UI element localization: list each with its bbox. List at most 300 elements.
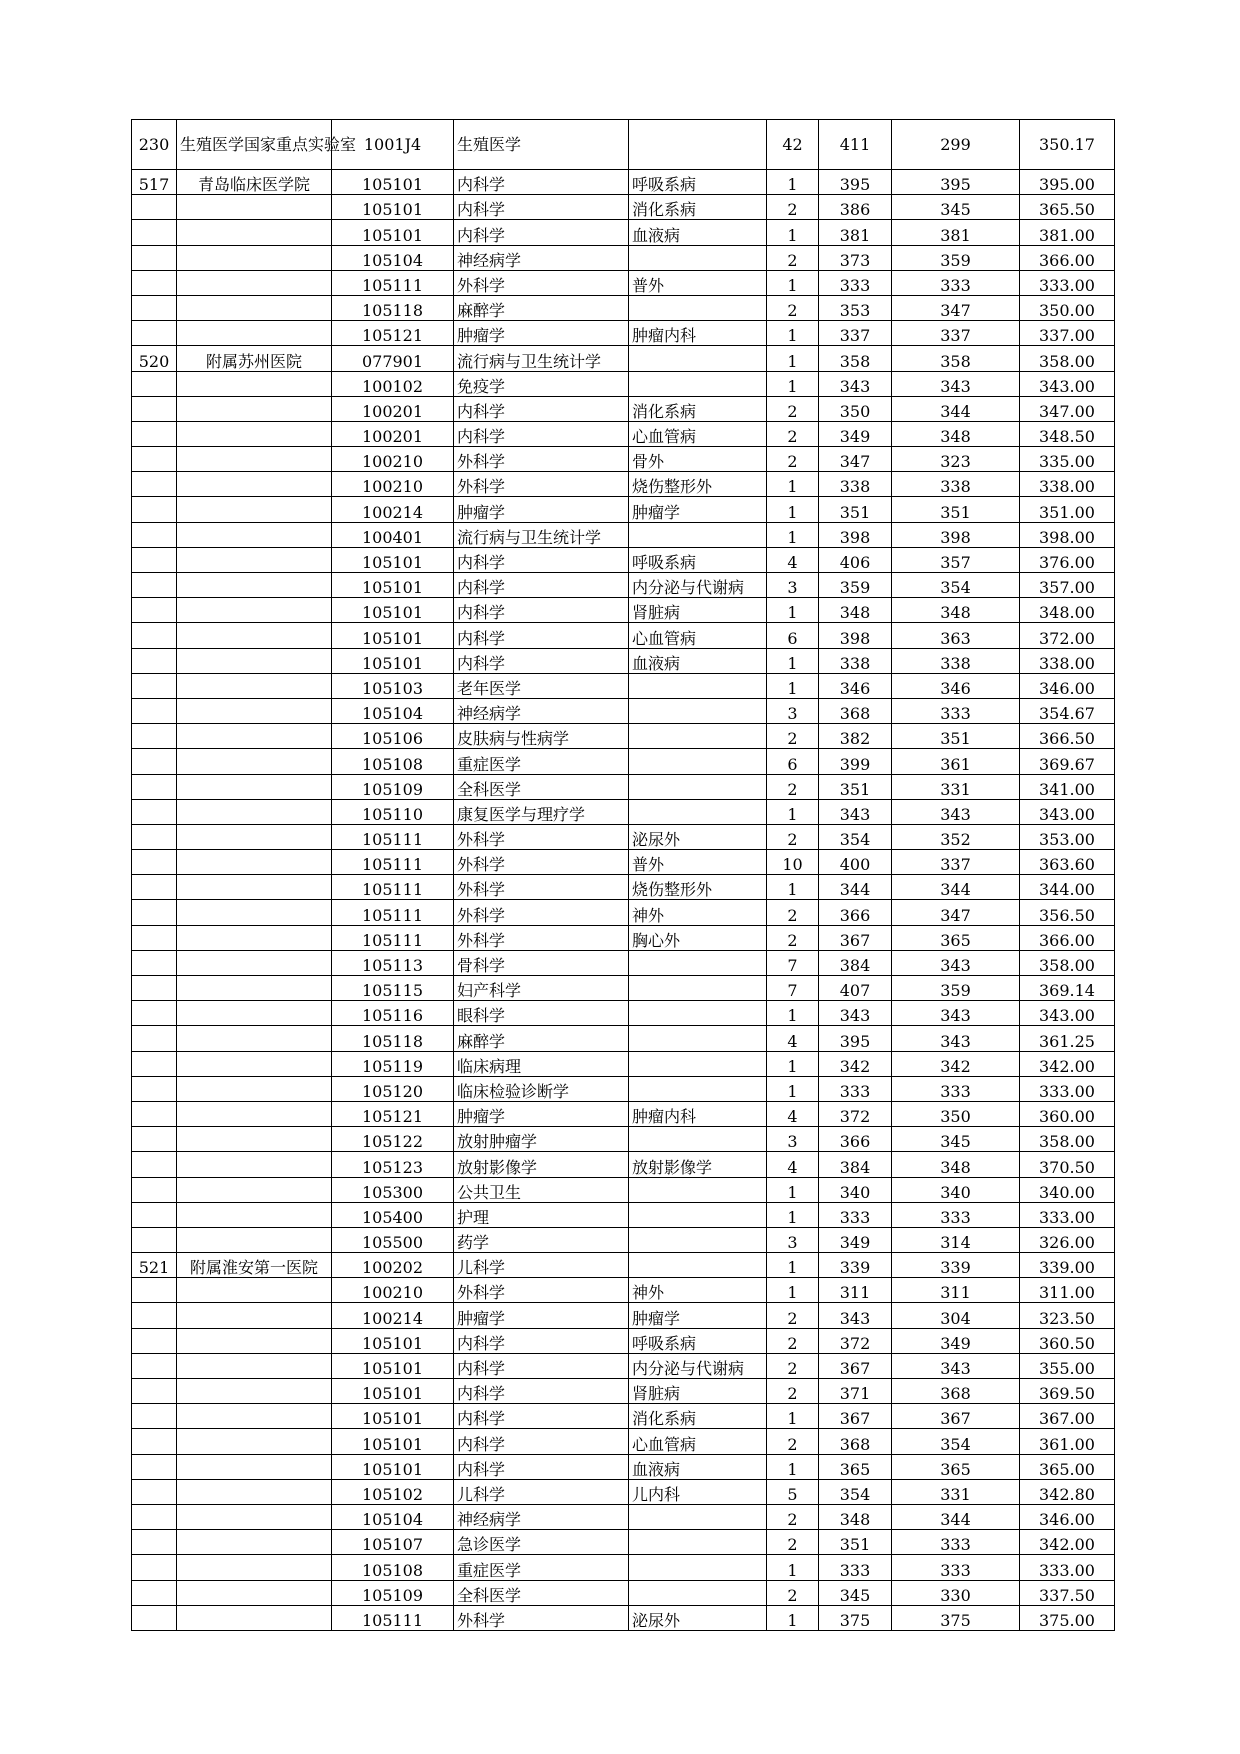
admitted-count: 2 [767,824,819,849]
min-score: 343 [892,1026,1020,1051]
row-number [132,724,177,749]
row-number [132,1454,177,1479]
avg-score: 360.50 [1020,1328,1115,1353]
school-name [177,371,332,396]
min-score: 348 [892,1152,1020,1177]
row-number [132,774,177,799]
research-direction: 烧伤整形外 [629,472,767,497]
research-direction: 普外 [629,850,767,875]
school-name [177,824,332,849]
school-name [177,1530,332,1555]
research-direction [629,1227,767,1252]
max-score: 358 [819,346,892,371]
major-code: 100401 [332,522,454,547]
max-score: 343 [819,799,892,824]
major-code: 105111 [332,850,454,875]
school-name [177,195,332,220]
major-code: 105107 [332,1530,454,1555]
row-number [132,1530,177,1555]
major-name: 免疫学 [454,371,629,396]
major-code: 105121 [332,321,454,346]
school-name [177,1177,332,1202]
max-score: 368 [819,1429,892,1454]
row-number [132,321,177,346]
table-row [132,447,1115,472]
admitted-count: 3 [767,1127,819,1152]
table-row [132,120,1115,170]
table-row [132,1555,1115,1580]
table-row [132,724,1115,749]
major-code: 105102 [332,1479,454,1504]
table-row [132,421,1115,446]
school-name [177,673,332,698]
table-body [132,120,1115,1631]
major-name: 内科学 [454,623,629,648]
major-code: 105118 [332,295,454,320]
row-number [132,1580,177,1605]
major-name: 内科学 [454,1328,629,1353]
table-row [132,1605,1115,1630]
row-number [132,1127,177,1152]
admission-score-table [131,119,1115,1631]
admitted-count: 6 [767,749,819,774]
max-score: 338 [819,472,892,497]
min-score: 368 [892,1379,1020,1404]
table-row [132,547,1115,572]
major-name: 外科学 [454,824,629,849]
min-score: 381 [892,220,1020,245]
research-direction: 肿瘤学 [629,497,767,522]
row-number [132,1429,177,1454]
min-score: 331 [892,1479,1020,1504]
school-name [177,547,332,572]
min-score: 359 [892,976,1020,1001]
avg-score: 347.00 [1020,396,1115,421]
avg-score: 395.00 [1020,170,1115,195]
major-code: 105101 [332,598,454,623]
min-score: 323 [892,447,1020,472]
avg-score: 344.00 [1020,875,1115,900]
table-row [132,598,1115,623]
avg-score: 360.00 [1020,1101,1115,1126]
major-code: 105106 [332,724,454,749]
admitted-count: 1 [767,875,819,900]
admitted-count: 1 [767,270,819,295]
min-score: 354 [892,573,1020,598]
admitted-count: 3 [767,698,819,723]
table-row [132,749,1115,774]
max-score: 372 [819,1328,892,1353]
major-code: 105120 [332,1076,454,1101]
admitted-count: 2 [767,774,819,799]
admitted-count: 3 [767,573,819,598]
avg-score: 358.00 [1020,950,1115,975]
major-name: 肿瘤学 [454,497,629,522]
row-number [132,598,177,623]
major-name: 药学 [454,1227,629,1252]
avg-score: 366.00 [1020,245,1115,270]
major-name: 骨科学 [454,950,629,975]
row-number: 521 [132,1253,177,1278]
avg-score: 370.50 [1020,1152,1115,1177]
table-row [132,875,1115,900]
school-name [177,1454,332,1479]
major-code: 077901 [332,346,454,371]
school-name [177,1303,332,1328]
school-name [177,1101,332,1126]
admitted-count: 1 [767,497,819,522]
row-number [132,623,177,648]
max-score: 353 [819,295,892,320]
research-direction [629,1202,767,1227]
admitted-count: 4 [767,1101,819,1126]
table-row [132,1303,1115,1328]
major-code: 105300 [332,1177,454,1202]
admitted-count: 1 [767,799,819,824]
major-name: 外科学 [454,875,629,900]
major-code: 105115 [332,976,454,1001]
max-score: 333 [819,1076,892,1101]
min-score: 333 [892,1555,1020,1580]
school-name [177,1580,332,1605]
avg-score: 369.14 [1020,976,1115,1001]
major-name: 内科学 [454,220,629,245]
min-score: 346 [892,673,1020,698]
research-direction: 泌尿外 [629,824,767,849]
admitted-count: 2 [767,195,819,220]
admitted-count: 10 [767,850,819,875]
major-code: 100201 [332,396,454,421]
major-code: 100202 [332,1253,454,1278]
row-number [132,547,177,572]
admitted-count: 2 [767,447,819,472]
min-score: 333 [892,1076,1020,1101]
table-row [132,472,1115,497]
avg-score: 343.00 [1020,1001,1115,1026]
max-score: 368 [819,698,892,723]
admitted-count: 4 [767,547,819,572]
research-direction [629,1253,767,1278]
school-name: 青岛临床医学院 [177,170,332,195]
admitted-count: 2 [767,1379,819,1404]
major-name: 生殖医学 [454,120,629,170]
major-code: 105101 [332,648,454,673]
major-name: 内科学 [454,1379,629,1404]
admitted-count: 2 [767,900,819,925]
major-name: 外科学 [454,1278,629,1303]
school-name [177,648,332,673]
max-score: 339 [819,1253,892,1278]
min-score: 345 [892,195,1020,220]
major-name: 护理 [454,1202,629,1227]
avg-score: 369.50 [1020,1379,1115,1404]
min-score: 357 [892,547,1020,572]
major-code: 105101 [332,1379,454,1404]
major-code: 1001J4 [332,120,454,170]
avg-score: 351.00 [1020,497,1115,522]
major-code: 105104 [332,245,454,270]
research-direction: 心血管病 [629,623,767,648]
admitted-count: 2 [767,245,819,270]
major-code: 105123 [332,1152,454,1177]
research-direction: 烧伤整形外 [629,875,767,900]
admitted-count: 1 [767,472,819,497]
max-score: 366 [819,900,892,925]
row-number [132,1026,177,1051]
school-name [177,875,332,900]
admitted-count: 1 [767,1051,819,1076]
major-code: 100214 [332,497,454,522]
school-name [177,1353,332,1378]
row-number [132,1227,177,1252]
major-code: 105110 [332,799,454,824]
min-score: 347 [892,900,1020,925]
min-score: 333 [892,270,1020,295]
min-score: 337 [892,321,1020,346]
table-row [132,1454,1115,1479]
major-code: 105111 [332,900,454,925]
school-name [177,1152,332,1177]
avg-score: 333.00 [1020,270,1115,295]
research-direction: 消化系病 [629,396,767,421]
avg-score: 333.00 [1020,1076,1115,1101]
row-number [132,749,177,774]
min-score: 348 [892,421,1020,446]
table-row [132,950,1115,975]
major-name: 内科学 [454,421,629,446]
max-score: 311 [819,1278,892,1303]
research-direction: 心血管病 [629,421,767,446]
major-name: 重症医学 [454,749,629,774]
research-direction [629,245,767,270]
row-number [132,1404,177,1429]
avg-score: 335.00 [1020,447,1115,472]
table-row [132,573,1115,598]
table-row [132,1404,1115,1429]
table-row [132,371,1115,396]
major-name: 临床病理 [454,1051,629,1076]
min-score: 338 [892,472,1020,497]
avg-score: 350.17 [1020,120,1115,170]
table-row [132,1353,1115,1378]
min-score: 333 [892,1530,1020,1555]
research-direction [629,1076,767,1101]
major-name: 外科学 [454,1605,629,1630]
table-row [132,1202,1115,1227]
admitted-count: 1 [767,1605,819,1630]
research-direction [629,749,767,774]
research-direction [629,1051,767,1076]
avg-score: 339.00 [1020,1253,1115,1278]
row-number [132,1101,177,1126]
major-name: 儿科学 [454,1253,629,1278]
research-direction: 内分泌与代谢病 [629,1353,767,1378]
admitted-count: 1 [767,321,819,346]
max-score: 342 [819,1051,892,1076]
admitted-count: 2 [767,1303,819,1328]
major-name: 肿瘤学 [454,1101,629,1126]
max-score: 348 [819,598,892,623]
admitted-count: 1 [767,1076,819,1101]
admitted-count: 1 [767,1404,819,1429]
research-direction [629,346,767,371]
min-score: 304 [892,1303,1020,1328]
max-score: 333 [819,1202,892,1227]
max-score: 351 [819,1530,892,1555]
admitted-count: 1 [767,346,819,371]
admitted-count: 1 [767,1555,819,1580]
max-score: 346 [819,673,892,698]
admitted-count: 42 [767,120,819,170]
row-number [132,1152,177,1177]
research-direction: 泌尿外 [629,1605,767,1630]
avg-score: 375.00 [1020,1605,1115,1630]
research-direction: 儿内科 [629,1479,767,1504]
major-name: 内科学 [454,396,629,421]
table-row [132,396,1115,421]
research-direction: 肾脏病 [629,1379,767,1404]
major-code: 105109 [332,774,454,799]
table-row [132,1152,1115,1177]
table-row [132,270,1115,295]
max-score: 354 [819,1479,892,1504]
avg-score: 372.00 [1020,623,1115,648]
row-number [132,1202,177,1227]
major-name: 全科医学 [454,774,629,799]
admitted-count: 3 [767,1227,819,1252]
table-row [132,698,1115,723]
major-name: 放射影像学 [454,1152,629,1177]
avg-score: 343.00 [1020,371,1115,396]
research-direction: 消化系病 [629,1404,767,1429]
avg-score: 353.00 [1020,824,1115,849]
min-score: 343 [892,950,1020,975]
avg-score: 355.00 [1020,1353,1115,1378]
major-name: 外科学 [454,472,629,497]
min-score: 340 [892,1177,1020,1202]
max-score: 337 [819,321,892,346]
major-code: 105104 [332,1504,454,1529]
school-name: 附属苏州医院 [177,346,332,371]
major-code: 105400 [332,1202,454,1227]
max-score: 343 [819,1303,892,1328]
table-row [132,1001,1115,1026]
major-name: 内科学 [454,648,629,673]
min-score: 365 [892,925,1020,950]
min-score: 330 [892,1580,1020,1605]
min-score: 314 [892,1227,1020,1252]
major-name: 流行病与卫生统计学 [454,346,629,371]
max-score: 333 [819,270,892,295]
max-score: 382 [819,724,892,749]
min-score: 344 [892,396,1020,421]
school-name [177,799,332,824]
max-score: 395 [819,170,892,195]
admitted-count: 2 [767,925,819,950]
row-number [132,220,177,245]
max-score: 411 [819,120,892,170]
max-score: 367 [819,1404,892,1429]
admitted-count: 1 [767,1202,819,1227]
research-direction: 消化系病 [629,195,767,220]
major-code: 105101 [332,1353,454,1378]
max-score: 373 [819,245,892,270]
avg-score: 354.67 [1020,698,1115,723]
row-number [132,1504,177,1529]
admitted-count: 1 [767,220,819,245]
table-row [132,648,1115,673]
avg-score: 361.25 [1020,1026,1115,1051]
min-score: 367 [892,1404,1020,1429]
row-number: 520 [132,346,177,371]
research-direction [629,120,767,170]
row-number [132,673,177,698]
major-code: 105101 [332,573,454,598]
major-code: 105111 [332,270,454,295]
school-name [177,698,332,723]
avg-score: 365.00 [1020,1454,1115,1479]
school-name [177,598,332,623]
school-name [177,1278,332,1303]
row-number [132,1479,177,1504]
table-row [132,1127,1115,1152]
min-score: 354 [892,1429,1020,1454]
major-name: 妇产科学 [454,976,629,1001]
major-code: 100210 [332,1278,454,1303]
max-score: 398 [819,522,892,547]
table-row [132,522,1115,547]
major-name: 流行病与卫生统计学 [454,522,629,547]
min-score: 344 [892,875,1020,900]
admitted-count: 1 [767,1253,819,1278]
row-number [132,295,177,320]
row-number [132,396,177,421]
min-score: 365 [892,1454,1020,1479]
max-score: 349 [819,1227,892,1252]
school-name [177,1605,332,1630]
research-direction: 内分泌与代谢病 [629,573,767,598]
min-score: 363 [892,623,1020,648]
min-score: 333 [892,1202,1020,1227]
avg-score: 333.00 [1020,1555,1115,1580]
major-name: 内科学 [454,573,629,598]
row-number: 517 [132,170,177,195]
row-number [132,850,177,875]
admitted-count: 1 [767,371,819,396]
avg-score: 342.00 [1020,1051,1115,1076]
max-score: 354 [819,824,892,849]
min-score: 350 [892,1101,1020,1126]
major-code: 105122 [332,1127,454,1152]
major-name: 放射肿瘤学 [454,1127,629,1152]
table-row [132,497,1115,522]
row-number [132,698,177,723]
major-name: 神经病学 [454,245,629,270]
row-number [132,1076,177,1101]
max-score: 349 [819,421,892,446]
min-score: 343 [892,1001,1020,1026]
min-score: 351 [892,724,1020,749]
min-score: 375 [892,1605,1020,1630]
row-number [132,824,177,849]
row-number [132,1177,177,1202]
research-direction [629,799,767,824]
major-code: 105111 [332,925,454,950]
max-score: 407 [819,976,892,1001]
school-name [177,1051,332,1076]
major-code: 105101 [332,623,454,648]
major-name: 内科学 [454,195,629,220]
